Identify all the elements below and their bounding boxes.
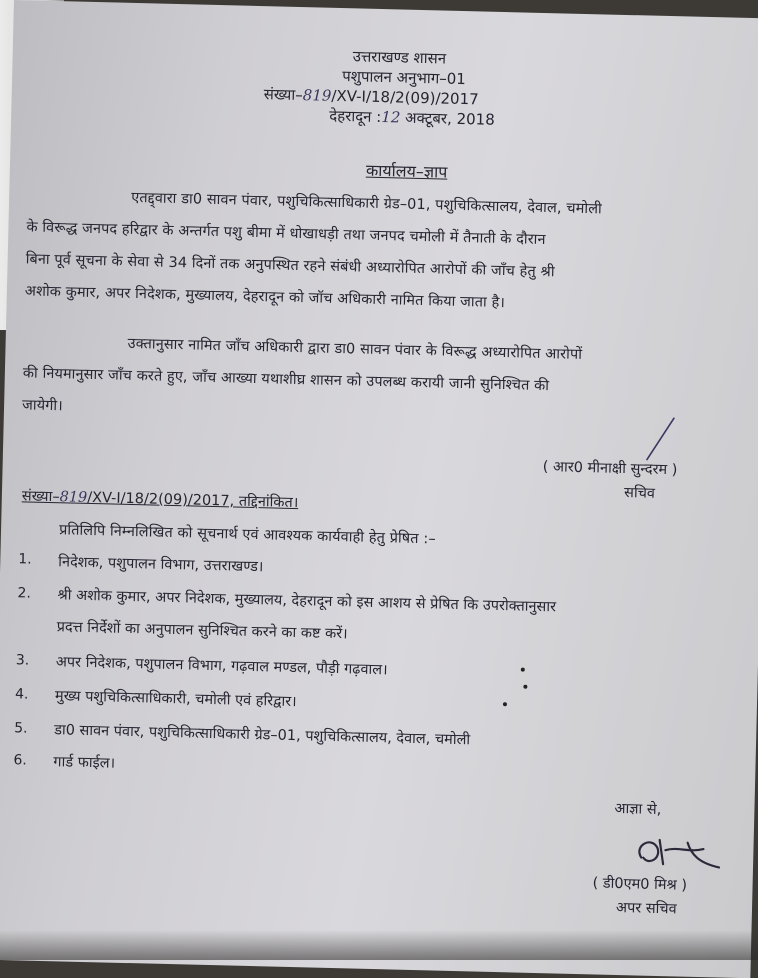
section-name: पशुपालन अनुभाग–01 <box>342 67 467 89</box>
copy-item-number: 5. <box>14 720 28 737</box>
copy-item-number: 1. <box>18 551 32 568</box>
para1-line3: बिना पूर्व सूचना के सेवा से 34 दिनों तक अनुपस्थित रहने संबंधी अध्यारोपित आरोपों की जाँच हेतु श्री <box>25 251 555 281</box>
copy-item-2: श्री अशोक कुमार, अपर निदेशक, मुख्यालय, देहरादून को इस आशय से प्रेषित कि उपरोक्तानुसार <box>57 587 557 616</box>
copy-intro: प्रतिलिपि निम्नलिखित को सूचनार्थ एवं आवश्यक कार्यवाही हेतु प्रेषित :– <box>58 522 436 548</box>
signatory2-designation: अपर सचिव <box>615 899 677 918</box>
signatory1-name: ( आर0 मीनाक्षी सुन्दरम ) <box>542 459 678 479</box>
copy-item-number: 2. <box>17 585 32 602</box>
copy-item-number: 3. <box>15 652 30 669</box>
handwritten-date: 12 <box>381 108 401 127</box>
copy-item-6: गार्ड फाईल। <box>53 754 116 772</box>
copy-item-2-cont: प्रदत्त निर्देशों का अनुपालन सुनिश्चित करने का कष्ट करें। <box>56 619 348 643</box>
place-date: देहरादून :12 अक्टूबर, 2018 <box>329 106 495 129</box>
closing-text: आज्ञा से, <box>614 800 662 819</box>
copy-item-4: मुख्य पशुचिकित्साधिकारी, चमोली एवं हरिद्वार। <box>54 688 297 711</box>
handwritten-number: 819 <box>302 86 332 105</box>
signatory1-designation: सचिव <box>623 485 656 502</box>
copy-item-number: 4. <box>14 686 29 703</box>
para2-line1: उक्तानुसार नामित जाँच अधिकारी द्वारा डा0 सावन पंवार के विरूद्ध अध्यारोपित आरोपों <box>127 335 583 363</box>
ink-dot <box>503 702 507 706</box>
pen-mark <box>629 413 690 464</box>
memo-title: कार्यालय–ज्ञाप <box>365 160 448 182</box>
ink-dot <box>523 685 527 689</box>
copy-ref-number: संख्या–819/XV-I/18/2(09)/2017, तद्दिनांकित। <box>21 488 299 512</box>
para1-line2: के विरूद्ध जनपद हरिद्वार के अन्तर्गत पशु बीमा में धोखाधड़ी तथा जनपद चमोली में तैनाती के दौरान <box>26 219 546 249</box>
memo-number: संख्या–819/XV-I/18/2(09)/2017 <box>263 85 479 109</box>
para1-line1: एतद्द्वारा डा0 सावन पंवार, पशुचिकित्साधिकारी ग्रेड–01, पशुचिकित्सालय, देवाल, चमोली <box>131 189 603 218</box>
copy-item-1: निदेशक, पशुपालन विभाग, उत्तराखण्ड। <box>58 554 264 576</box>
bottom-shadow <box>0 930 758 960</box>
signatory2-name: ( डी0एम0 मिश्र ) <box>592 875 688 894</box>
govt-name: उत्तराखण्ड शासन <box>352 47 447 68</box>
ink-dot <box>521 668 525 672</box>
copy-item-number: 6. <box>13 752 27 769</box>
copy-item-3: अपर निदेशक, पशुपालन विभाग, गढ़वाल मण्डल, पौड़ी गढ़वाल। <box>55 654 388 679</box>
para2-line3: जायेगी। <box>21 397 64 415</box>
handwritten-copy-number: 819 <box>59 489 88 506</box>
para1-line4: अशोक कुमार, अपर निदेशक, मुख्यालय, देहरादून को जॉच अधिकारी नामित किया जाता है। <box>24 283 506 312</box>
handwritten-signature <box>629 827 740 880</box>
copy-item-5: डा0 सावन पंवार, पशुचिकित्साधिकारी ग्रेड–01, पशुचिकित्सालय, देवाल, चमोली <box>53 722 471 749</box>
para2-line2: की नियमानुसार जाँच करते हुए, जाँच आख्या यथाशीघ्र शासन को उपलब्ध करायी जानी सुनिश्चित की <box>22 365 550 395</box>
